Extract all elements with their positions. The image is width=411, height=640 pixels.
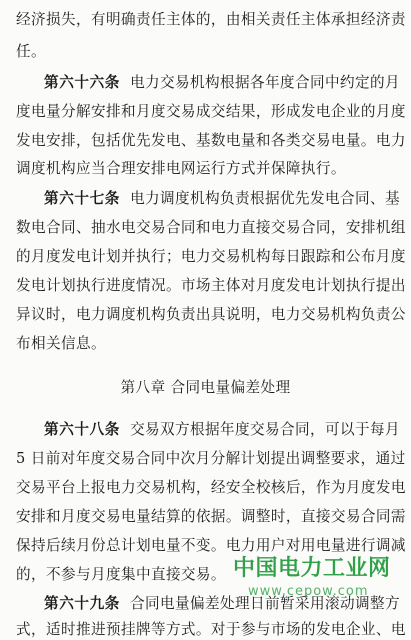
text-line: 度电量分解安排和月度交易成交结果，形成发电企业的月度 [16,103,406,120]
text-line: 5 日前对年度交易合同中次月分解计划提出调整要求，通过 [16,450,406,467]
chapter-title: 第八章 合同电量偏差处理 [120,379,291,396]
text-line: 合同电量偏差处理日前暂采用滚动调整方 [130,595,400,612]
watermark-url: www.cepow.com [248,584,369,599]
article-68-heading: 第六十八条 [44,421,120,438]
text-line: 的，不参与月度集中直接交易。 [16,566,226,583]
watermark-logo-text: 中国电力工业网 [233,556,391,581]
article-69-heading: 第六十九条 [44,595,120,612]
text-line: 发电安排，包括优先发电、基数电量和各类交易电量。电力 [16,132,406,149]
text-line: 布相关信息。 [16,335,106,352]
article-66-heading: 第六十六条 [44,74,120,91]
article-66-first-line [0,73,411,93]
text-line: 异议时，电力调度机构负责出具说明，电力交易机构负责公 [16,306,406,323]
text-line: 电力交易机构根据各年度合同中约定的月 [130,74,400,91]
text-line: 电力调度机构负责根据优先发电合同、基 [130,190,400,207]
text-line: 保持后续月份总计划电量不变。电力用户对用电量进行调减 [16,537,406,554]
text-line: 交易双方根据年度交易合同，可以于每月 [130,421,400,438]
text-line: 经济损失，有明确责任主体的，由相关责任主体承担经济责 [16,11,406,28]
article-67-heading: 第六十七条 [44,190,120,207]
article-68-first-line [0,420,411,440]
text-line: 安排和月度交易电量结算的依据。调整时，直接交易合同需 [16,508,406,525]
text-line: 调度机构应当合理安排电网运行方式并保障执行。 [16,160,346,177]
text-line: 任。 [16,43,46,60]
text-line: 式，适时推进预挂牌等方式。对于参与市场的发电企业、电 [16,621,406,638]
text-line: 发电计划执行进度情况。市场主体对月度发电计划执行提出 [16,277,406,294]
article-67-first-line [0,189,411,209]
text-line: 的月度发电计划并执行；电力交易机构每日跟踪和公布月度 [16,248,406,265]
text-line: 数电合同、抽水电交易合同和电力直接交易合同，安排机组 [16,219,406,236]
text-line: 交易平台上报电力交易机构，经安全校核后，作为月度发电 [16,479,406,496]
